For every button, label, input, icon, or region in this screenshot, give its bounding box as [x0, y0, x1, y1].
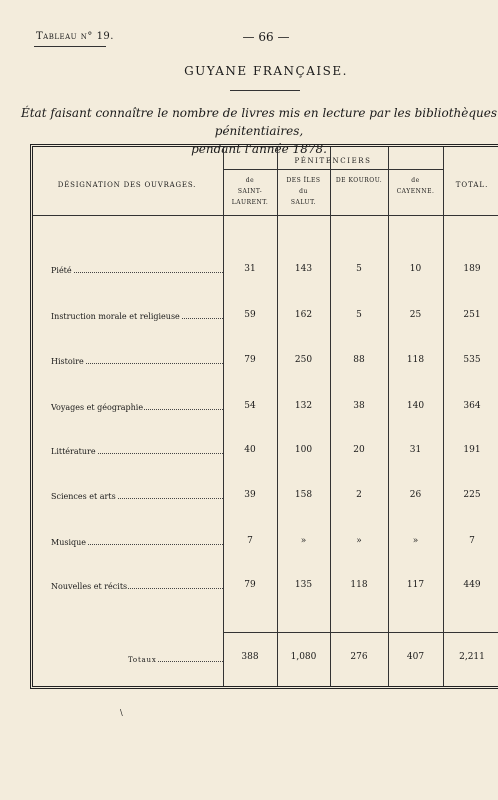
- table-cell: 449: [463, 580, 481, 590]
- subtitle-line-2: pendant l'année 1878.: [191, 142, 327, 156]
- table-cell: 10: [409, 264, 422, 274]
- row-label: Musique: [51, 538, 223, 547]
- table-cell: 251: [463, 310, 481, 320]
- books-table: [30, 144, 498, 689]
- table-cell: 158: [294, 490, 313, 500]
- penitenciers-header: PÉNITENCIERS: [294, 157, 372, 165]
- table-cell: 364: [463, 401, 481, 411]
- total-cell: 407: [406, 652, 425, 662]
- col-header-iles-du-salut: DES ÎLES du SALUT.: [286, 177, 321, 206]
- table-cell: 38: [353, 401, 365, 411]
- table-cell: 40: [244, 445, 256, 455]
- table-cell: 39: [244, 490, 256, 500]
- table-cell: 20: [353, 445, 365, 455]
- table-cell: 2: [356, 490, 362, 500]
- subtitle-line-1: État faisant connaître le nombre de livres mis en lecture par les bibliothèques pénitentiaires,: [20, 106, 498, 138]
- table-cell: 535: [463, 355, 481, 365]
- row-label: Voyages et géographie: [51, 403, 223, 412]
- totals-rule: [223, 632, 498, 633]
- table-cell: 31: [409, 445, 422, 455]
- designation-header: DÉSIGNATION DES OUVRAGES.: [57, 181, 197, 189]
- group-header-rule: [223, 169, 443, 170]
- table-number: Tableau n° 19.: [36, 31, 114, 42]
- table-cell: 117: [406, 580, 425, 590]
- row-label: Sciences et arts: [51, 492, 223, 501]
- total-cell: 2,211: [459, 652, 485, 662]
- column-divider: [388, 147, 389, 686]
- table-cell: 143: [294, 264, 313, 274]
- row-label: Histoire: [51, 357, 223, 366]
- table-cell: »: [300, 536, 307, 546]
- table-cell: 79: [244, 580, 256, 590]
- table-cell: 100: [294, 445, 313, 455]
- col-header-saint-laurent: de SAINT- LAURENT.: [231, 177, 269, 206]
- col-header-kourou: DE KOUROU.: [335, 177, 383, 184]
- column-divider: [443, 147, 444, 686]
- row-label: Instruction morale et religieuse: [51, 312, 223, 321]
- total-cell: 276: [350, 652, 368, 662]
- table-cell: 162: [294, 310, 313, 320]
- table-cell: 59: [244, 310, 256, 320]
- table-cell: 5: [356, 264, 362, 274]
- table-cell: 132: [294, 401, 313, 411]
- table-cell: 31: [244, 264, 256, 274]
- table-cell: 135: [294, 580, 313, 590]
- table-cell: »: [356, 536, 362, 546]
- table-cell: 54: [244, 401, 256, 411]
- row-label: Nouvelles et récits: [51, 582, 223, 591]
- table-cell: 250: [294, 355, 313, 365]
- table-cell: 118: [350, 580, 368, 590]
- table-cell: 5: [356, 310, 362, 320]
- page-title: GUYANE FRANÇAISE.: [184, 64, 348, 78]
- total-header: TOTAL.: [455, 181, 489, 189]
- row-label: Littérature: [51, 447, 223, 456]
- page-number: — 66 —: [242, 30, 290, 44]
- table-cell: 25: [409, 310, 422, 320]
- table-cell: 140: [406, 401, 425, 411]
- total-cell: 388: [241, 652, 259, 662]
- total-cell: 1,080: [290, 652, 317, 662]
- header-rule: [34, 46, 106, 47]
- stray-mark: \: [120, 708, 123, 717]
- table-cell: 79: [244, 355, 256, 365]
- title-rule: [230, 90, 300, 91]
- table-cell: 191: [463, 445, 481, 455]
- table-cell: »: [412, 536, 419, 546]
- header-bottom-rule: [33, 215, 498, 216]
- table-cell: 118: [406, 355, 425, 365]
- table-cell: 88: [353, 355, 365, 365]
- table-cell: 225: [463, 490, 481, 500]
- row-label: Piété: [51, 266, 223, 275]
- col-header-cayenne: de CAYENNE.: [396, 177, 435, 195]
- column-divider: [223, 147, 224, 686]
- table-cell: 7: [469, 536, 475, 546]
- totals-label: Totaux: [128, 656, 223, 664]
- table-cell: 26: [409, 490, 422, 500]
- table-cell: 7: [247, 536, 253, 546]
- column-divider: [277, 147, 278, 686]
- table-cell: 189: [463, 264, 481, 274]
- column-divider: [330, 147, 331, 686]
